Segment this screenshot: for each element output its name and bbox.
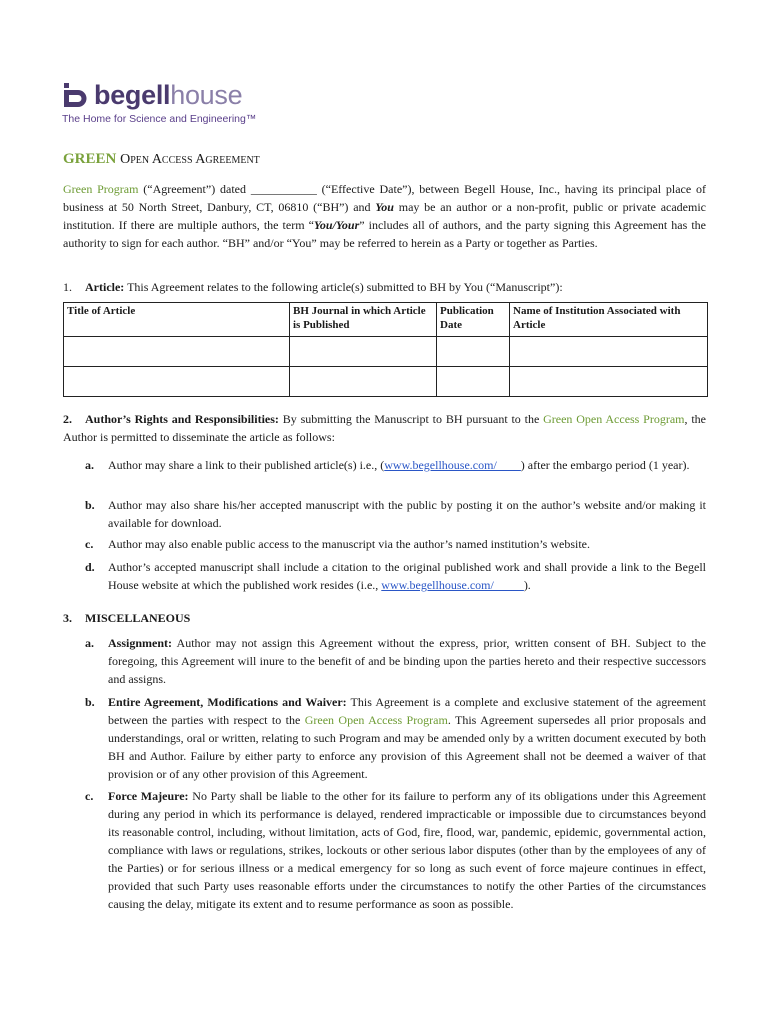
misc-c-title: Force Majeure: bbox=[108, 789, 189, 803]
intro-youyour: You/Your bbox=[313, 218, 360, 232]
table-row bbox=[64, 367, 708, 397]
table-cell-input[interactable] bbox=[510, 367, 708, 397]
rights-a-text1: Author may share a link to their published article(s) i.e., ( bbox=[108, 458, 385, 472]
article-num: 1. bbox=[63, 280, 72, 294]
article-text: This Agreement relates to the following article(s) submitted to BH by You (“Manuscript”): bbox=[124, 280, 563, 294]
logo-brand-light: house bbox=[170, 80, 243, 110]
intro-you: You bbox=[375, 200, 394, 214]
table-header-cell: Title of Article bbox=[64, 303, 290, 337]
table-row bbox=[64, 337, 708, 367]
misc-label: MISCELLANEOUS bbox=[85, 611, 191, 625]
rights-program: Green Open Access Program bbox=[543, 412, 685, 426]
article-label: Article: bbox=[85, 280, 125, 294]
misc-c-label: c. bbox=[85, 789, 94, 803]
table-header-cell: Publication Date bbox=[437, 303, 510, 337]
begellhouse-logo-icon bbox=[62, 81, 90, 109]
rights-item-d bbox=[85, 558, 706, 594]
intro-text3: ” includes all of authors, and the party signing this Agreement has the authority to sign for each author. “BH” and/or “You” may be referred to herein as a Party or together as Parties. bbox=[63, 218, 706, 250]
begellhouse-link[interactable]: www.begellhouse.com/_____ bbox=[381, 578, 524, 592]
table-cell-input[interactable] bbox=[290, 367, 437, 397]
rights-d-label: d. bbox=[85, 560, 95, 574]
rights-text2: , the Author is permitted to disseminate the article as follows: bbox=[63, 412, 706, 444]
begellhouse-logo bbox=[62, 80, 256, 126]
rights-b-text: Author may also share his/her accepted manuscript with the public by posting it on the author’s website and/or making it available for download. bbox=[108, 498, 706, 530]
logo-brand-bold: begell bbox=[94, 80, 171, 110]
begellhouse-link[interactable]: www.begellhouse.com/____ bbox=[384, 458, 521, 472]
misc-c-text: No Party shall be liable to the other for its failure to perform any of its obligations under this Agreement during any period in which its performance is delayed, rendered impracticable or impossible due to circumstances beyond its reasonable control, including, without limitation, acts of God, fire, flood, war, pandemic, epidemic, governmental action, compliance with laws or regulations, strikes, lockouts or other serious labor disputes (other than by the employees of any of the Parties) or for serious illness or a medical emergency for so long as such event of force majeure continues in effect, provided that such Party uses reasonable efforts under the circumstances to notify the other Parties of the circumstances causing the delay, mitigate its extent and to resume performance as soon as possible. bbox=[108, 789, 706, 911]
misc-a-text: Author may not assign this Agreement without the express, prior, written consent of BH. Subject to the foregoing, this Agreement will inure to the benefit of and be binding upon the parties hereto and their respective successors and assigns. bbox=[108, 636, 706, 686]
page-title bbox=[63, 150, 260, 169]
misc-num: 3. bbox=[63, 611, 72, 625]
rights-num: 2. bbox=[63, 412, 72, 426]
table-cell-input[interactable] bbox=[510, 337, 708, 367]
rights-c-label: c. bbox=[85, 537, 94, 551]
misc-a-label: a. bbox=[85, 636, 94, 650]
rights-label: Author’s Rights and Responsibilities: bbox=[85, 412, 279, 426]
misc-item-a bbox=[85, 634, 706, 688]
table-header-cell: Name of Institution Associated with Article bbox=[510, 303, 708, 337]
table-cell-input[interactable] bbox=[437, 337, 510, 367]
rights-b-label: b. bbox=[85, 498, 95, 512]
logo-tagline: The Home for Science and Engineering™ bbox=[62, 113, 257, 125]
rights-d-text1: Author’s accepted manuscript shall include a citation to the original published work and shall provide a link to the Begell House website at which the published work resides (i.e., bbox=[108, 560, 706, 592]
title-green: GREEN bbox=[63, 151, 117, 167]
misc-b-label: b. bbox=[85, 695, 95, 709]
table-cell-input[interactable] bbox=[64, 337, 290, 367]
misc-b-text2: . This Agreement supersedes all prior proposals and understandings, oral or written, relating to such Program and may be amended only by a written document executed by both BH and Author. Failure by either party to enforce any provision of this Agreement shall not be deemed a waiver of that provision or of any other provision of this Agreement. bbox=[108, 713, 706, 781]
rights-item-b bbox=[85, 496, 706, 532]
table-cell-input[interactable] bbox=[290, 337, 437, 367]
rights-c-text: Author may also enable public access to the manuscript via the author’s named institution’s website. bbox=[108, 537, 590, 551]
title-rest: Open Access Agreement bbox=[120, 152, 260, 167]
rights-a-label: a. bbox=[85, 458, 94, 472]
intro-text1: (“Agreement”) dated ___________ (“Effective Date”), between Begell House, Inc., having its principal place of business at 50 North Street, Danbury, CT, 06810 (“BH”) and bbox=[63, 182, 707, 214]
misc-b-text1: This Agreement is a complete and exclusive statement of the agreement between the parties with respect to the bbox=[108, 695, 706, 727]
article-table bbox=[63, 302, 708, 397]
table-cell-input[interactable] bbox=[437, 367, 510, 397]
misc-heading bbox=[63, 609, 190, 627]
table-header-cell: BH Journal in which Article is Published bbox=[290, 303, 437, 337]
misc-b-title: Entire Agreement, Modifications and Waiver: bbox=[108, 695, 347, 709]
misc-item-c bbox=[85, 787, 706, 931]
misc-item-b bbox=[85, 693, 706, 783]
rights-item-a bbox=[85, 456, 706, 492]
intro-program: Green Program bbox=[63, 182, 139, 196]
rights-item-c bbox=[85, 535, 706, 553]
rights-clause bbox=[63, 410, 706, 446]
misc-a-title: Assignment: bbox=[108, 636, 173, 650]
intro-paragraph bbox=[63, 180, 706, 252]
intro-text2: may be an author or a non-profit, public or private academic institution. If there are multiple authors, the term “ bbox=[63, 200, 706, 232]
rights-text1: By submitting the Manuscript to BH pursuant to the bbox=[278, 412, 544, 426]
rights-d-text2: ). bbox=[523, 578, 531, 592]
table-cell-input[interactable] bbox=[64, 367, 290, 397]
table-header-row bbox=[64, 303, 708, 337]
misc-b-program: Green Open Access Program bbox=[304, 713, 448, 727]
rights-a-text2: ) after the embargo period (1 year). bbox=[520, 458, 690, 472]
